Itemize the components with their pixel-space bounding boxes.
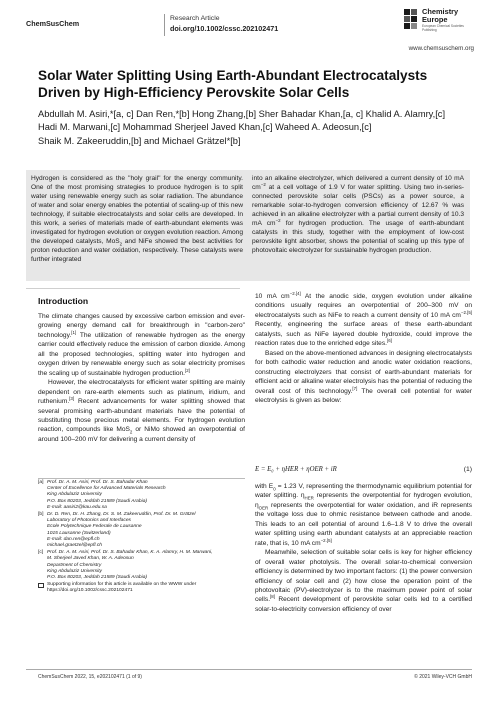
affiliations (38, 480, 245, 595)
affiliation-line: Center of Excellence for Advanced Materials Research (47, 486, 166, 492)
affiliation-tag: [c] (38, 550, 44, 556)
right-body-column-continued (255, 482, 472, 614)
affiliation-block (38, 512, 245, 549)
affiliation-line: M. Sherjeel Javed Khan, W. A. Adeosun (47, 556, 134, 562)
affiliation-block (38, 480, 245, 511)
left-body-column (38, 312, 245, 444)
article-doi-link[interactable]: doi.org/10.1002/cssc.202102471 (170, 24, 279, 33)
article-type: Research Article (170, 15, 220, 22)
author-list (38, 108, 468, 148)
citation-link[interactable]: .[4] (294, 290, 301, 296)
affiliation-line: King Abdulaziz University (47, 492, 102, 498)
footer-copyright: © 2021 Wiley-VCH GmbH (414, 674, 472, 680)
affiliation-line: Dr. D. Ren, Dr. H. Zhang, Dr. S. M. Zakeeruddin, Prof. Dr. M. Grätzel (47, 512, 196, 518)
equation-1 (255, 466, 472, 478)
supporting-info-note[interactable] (38, 582, 245, 594)
citation-link[interactable]: [8] (270, 594, 275, 600)
chemistry-europe-logo[interactable] (403, 6, 475, 36)
affiliation-tag: [b] (38, 512, 44, 518)
paragraph: The climate changes caused by excessive carbon emission and ever-growing energy demand call for breakthrough in "carbon-zero" technology.[1] The utilization of renewable hydrogen as the energy carrier could effectively reduce the emission of carbon dioxide. Among all the proposed technologies, splitting water into hydrogen and oxygen driven by renewable energy such as solar electricity promises the scaling up of sustainable hydrogen production.[2] (38, 313, 245, 377)
right-body-column (255, 292, 472, 405)
logo-line-2: Europe (422, 15, 448, 24)
citation-link[interactable]: [3] (69, 395, 75, 401)
affiliation-line: Laboratory of Photonics and Interfaces (47, 518, 132, 524)
affiliation-line: Department of Chemistry (47, 562, 102, 568)
affiliation-tag: [a] (38, 480, 44, 485)
section-heading-introduction: Introduction (38, 296, 89, 306)
document-icon (38, 583, 44, 588)
site-url-link[interactable]: www.chemsuschem.org (408, 45, 474, 52)
footer-citation: ChemSusChem 2022, 15, e202102471 (1 of 9) (38, 674, 142, 680)
author-line-2: Hadi M. Marwani,[c] Mohammad Sherjeel Javed Khan,[c] Waheed A. Adeosun,[c] (38, 122, 372, 133)
equation-number: (1) (463, 466, 472, 473)
affiliation-line: King Abdulaziz University (47, 568, 102, 574)
affiliation-block (38, 550, 245, 581)
affiliation-line: Ecole Polytechnique Federale de Lausanne (47, 524, 142, 530)
footer-divider (26, 669, 472, 670)
affiliation-line: P.O. Box 80203, Jeddah 21589 (Saudi Arabia) (47, 498, 148, 504)
flask-logo-icon (403, 8, 418, 30)
citation-link[interactable]: [1] (71, 329, 77, 335)
citation-link[interactable]: [7] (352, 385, 358, 391)
affiliation-line: Prof. Dr. A. M. Asiri, Prof. Dr. S. Bahadar Khan (47, 480, 148, 485)
author-line-1: Abdullah M. Asiri,*[a, c] Dan Ren,*[b] Hong Zhang,[b] Sher Bahadar Khan,[a, c] Khalid A. Alamry,[c] (38, 109, 446, 119)
paragraph: Meanwhile, selection of suitable solar cells is key for higher efficiency of overall water photolysis. The overall solar-to-chemical conversion efficiency is determined by two important factors: (1) the power conversion efficiency of solar cell and (2) how close the operation point of the photovoltaic (PV)-electrolyzer is to the maximum power point of solar cells.[8] Recent development of perovskite solar cells led to a certified solar-to-electricity conversion efficiency of over (255, 549, 472, 613)
email-link[interactable]: michael.graetzel@epfl.ch (47, 543, 102, 549)
citation-link[interactable]: [6] (386, 338, 392, 344)
logo-line-3: European Chemical Societies Publishing (422, 24, 464, 32)
email-link[interactable]: E-mail: dan.ren@epfl.ch (47, 536, 100, 542)
abstract-left-column: Hydrogen is considered as the "holy grail" for the energy community. One of the most promising strategies to produce hydrogen is to split water using renewable energy such as solar radiation. The abundance of water and solar energy enables the potential of scaling-up of this new technology, if suitable electrocatalysts and solar cells are developed. In this work, a series of materials made of earth-abundant elements was investigated for hydrogen evolution or oxygen evolution reaction. Among the developed catalysts, MoS$_2$ and NiFe showed the best activities for proton reduction and water oxidation, respectively. These catalysts were further integrated (31, 175, 243, 263)
article-title: Solar Water Splitting Using Earth-Abundant Electrocatalysts Driven by High-Efficiency Perovskite Solar Cells (38, 68, 428, 100)
author-line-3: Shaik M. Zakeeruddin,[b] and Michael Grätzel*[b] (38, 135, 241, 146)
equation-formula: E = E₀ + ηHER + ηOER + iR (255, 466, 337, 473)
abstract-right-column: into an alkaline electrolyzer, which delivered a current density of 10 mA $cm^{-2}$ at a cell voltage of 1.9 V for water splitting. Using two in-series-connected perovskite solar cells (PSCs) as a power source, a remarkable solar-to-hydrogen conversion efficiency of 12.67 % was achieved in an alkaline electrolyzer with a partial current density of 10.3 mA $cm^{-2}$ for hydrogen production. The usage of earth-abundant catalysts in this study, together with the employment of low-cost perovskite light absorber, shows the potential of scaling up this type of photovoltaic electrolyzer for sustainable hydrogen production. (252, 175, 464, 254)
paragraph: 10 mA $cm^{-2.[4]}$ At the anodic side, oxygen evolution under alkaline conditions usually requires an overpotential of 200–300 mV on electrocatalysts such as NiFe to reach a current density of 10 mA $cm^{-2.[5]}$ Recently, engineering the surface areas of these earth-abundant catalysts, such as NiFe layered double hydroxide, could improve the reaction rates due to the enriched edge sites.[6] (255, 290, 472, 348)
affiliation-line: Prof. Dr. A. M. Asiri, Prof. Dr. S. Bahadar Khan, K. A. Alamry, H. M. Marwani, (47, 550, 213, 556)
page-header (0, 0, 496, 40)
email-link[interactable]: E-mail: aasiri2@kau.edu.sa (47, 504, 107, 510)
citation-link[interactable]: [2] (185, 367, 190, 373)
citation-link[interactable]: .[5] (325, 537, 332, 543)
affiliation-line: 1015 Lausanne (Switzerland) (47, 530, 111, 536)
section-divider (26, 288, 240, 289)
logo-line-1: Chemistry (422, 7, 459, 16)
affiliation-line: P.O. Box 80203, Jeddah 21589 (Saudi Arabia) (47, 575, 148, 581)
citation-link[interactable]: .[5] (465, 309, 472, 315)
header-divider (164, 14, 165, 36)
journal-name[interactable]: ChemSusChem (26, 19, 80, 28)
paragraph: Based on the above-mentioned advances in designing electrocatalysts for both cathodic water reduction and anodic water oxidation reactions, constructing electrolyzers that consist of earth-abundant materials for efficient acid or alkaline water electrolysis has the potential of reducing the overall cost of this technology.[7] The overall cell potential for water electrolysis is given as below: (255, 349, 472, 404)
footnote-divider (38, 478, 245, 479)
abstract-box (26, 170, 470, 281)
supporting-info-text: Supporting information for this article is available on the WWW under https://doi.org/10.1002/cssc.202102471 (47, 582, 197, 594)
paragraph: However, the electrocatalysts for efficient water splitting are mainly dependent on rare-earth elements such as platinum, iridium, and ruthenium.[3] Recent advancements for water splitting showed that several promising earth-abundant materials have the potential of substituting those precious metal elements. For hydrogen evolution reaction, compounds like MoS$_2$ or NiMo showed an overpotential of around 100–200 mV for delivering a current density of (38, 379, 246, 443)
paragraph: with $E_0 = 1.23$ V, representing the thermodynamic equilibrium potential for water splitting. $\eta_{HER}$ represents the overpotential for hydrogen evolution, $\eta_{OER}$ represents the overpotential for water oxidation, and iR represents the voltage loss due to ohmic resistance between cathode and anode. This leads to an cell potential of around 1.6–1.8 V to drive the overall water splitting using earth abundant catalysts at an appreciable reaction rate, that is, 10 mA $cm^{-2.[5]}$ (255, 483, 472, 547)
